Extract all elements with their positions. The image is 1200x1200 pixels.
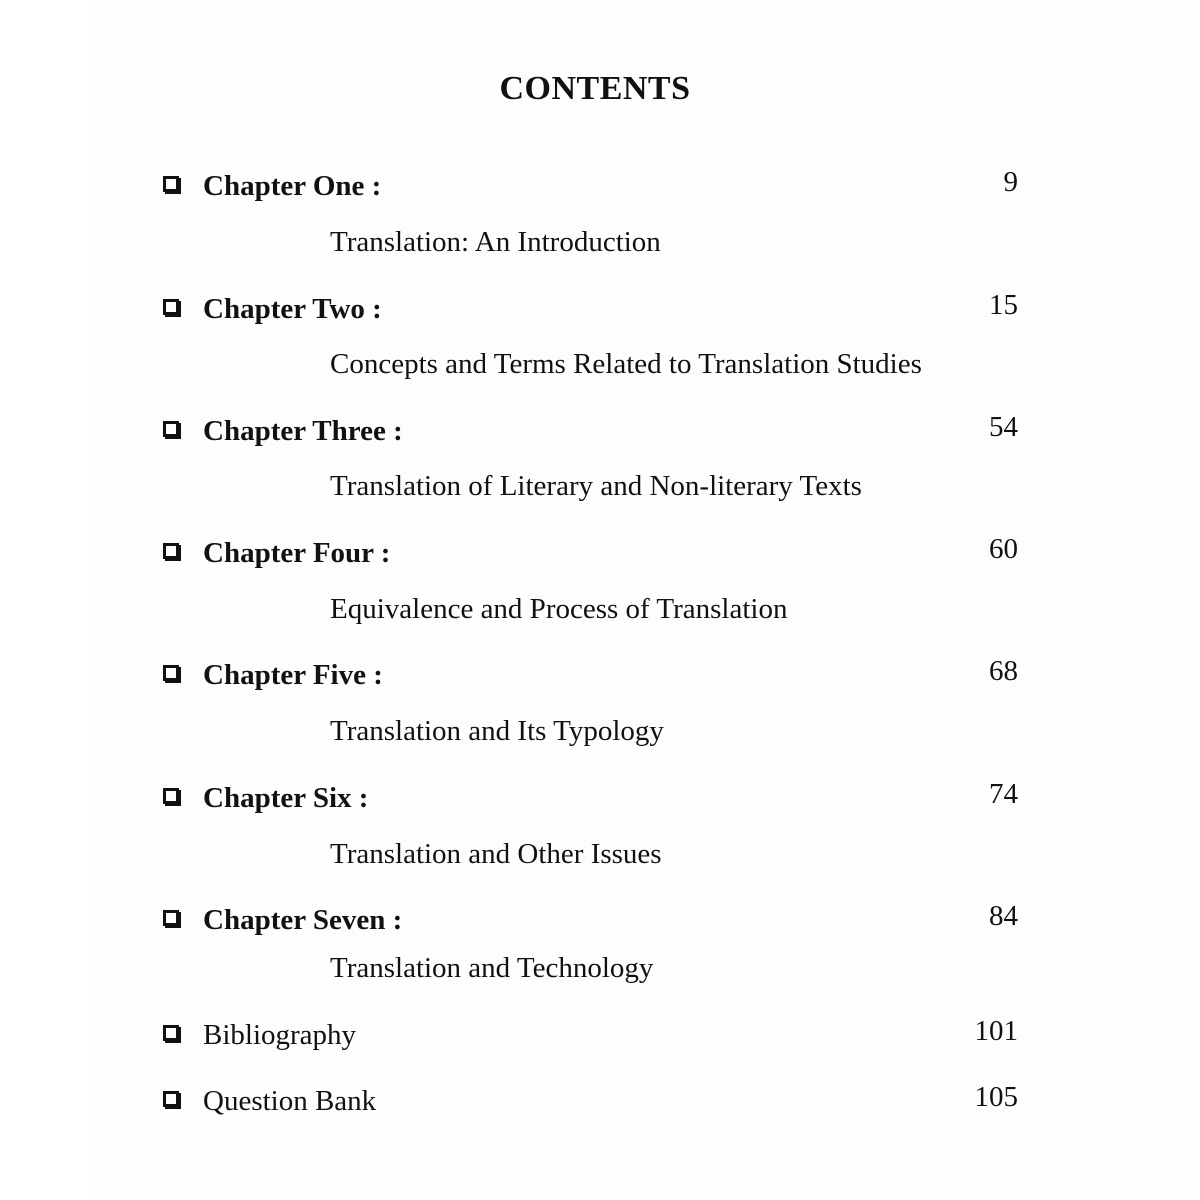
page-number: 84 xyxy=(989,900,1018,932)
toc-entry-bibliography xyxy=(160,1015,1018,1055)
checkbox-icon xyxy=(163,176,179,192)
checkbox-icon xyxy=(163,1025,179,1041)
chapter-label: Chapter Three : xyxy=(203,415,403,447)
page-number: 15 xyxy=(989,289,1018,321)
checkbox-icon xyxy=(163,543,179,559)
page-number: 68 xyxy=(989,655,1018,687)
chapter-title: Translation and Its Typology xyxy=(330,715,664,747)
page-number: 74 xyxy=(989,778,1018,810)
checkbox-icon xyxy=(163,299,179,315)
page-number: 105 xyxy=(974,1081,1018,1113)
toc-entry-chapter-two xyxy=(160,289,1018,329)
page-number: 60 xyxy=(989,533,1018,565)
toc-entry-chapter-one xyxy=(160,166,1018,206)
checkbox-icon xyxy=(163,421,179,437)
back-matter-label: Bibliography xyxy=(203,1019,357,1051)
checkbox-icon xyxy=(163,788,179,804)
checkbox-icon xyxy=(163,665,179,681)
chapter-label: Chapter Two : xyxy=(203,293,382,325)
chapter-label: Chapter Seven : xyxy=(203,904,403,936)
toc-entry-chapter-seven xyxy=(160,900,1018,940)
chapter-label: Chapter Four : xyxy=(203,537,391,569)
chapter-title: Translation and Technology xyxy=(330,952,654,984)
toc-entry-chapter-six xyxy=(160,778,1018,818)
page-number: 54 xyxy=(989,411,1018,443)
toc-entry-chapter-four xyxy=(160,533,1018,573)
checkbox-icon xyxy=(163,1091,179,1107)
chapter-label: Chapter Six : xyxy=(203,782,369,814)
chapter-title: Concepts and Terms Related to Translation Studies xyxy=(330,348,922,380)
chapter-title: Translation of Literary and Non-literary Texts xyxy=(330,470,862,502)
toc-entry-question-bank xyxy=(160,1081,1018,1121)
page-title: CONTENTS xyxy=(499,70,691,107)
chapter-title: Translation and Other Issues xyxy=(330,838,662,870)
chapter-title: Equivalence and Process of Translation xyxy=(330,593,788,625)
chapter-label: Chapter One : xyxy=(203,170,382,202)
back-matter-label: Question Bank xyxy=(203,1085,377,1117)
page-number: 9 xyxy=(1003,166,1018,198)
checkbox-icon xyxy=(163,910,179,926)
page-margin xyxy=(0,0,88,1200)
page-number: 101 xyxy=(974,1015,1018,1047)
toc-entry-chapter-five xyxy=(160,655,1018,695)
chapter-label: Chapter Five : xyxy=(203,659,383,691)
chapter-title: Translation: An Introduction xyxy=(330,226,661,258)
toc-entry-chapter-three xyxy=(160,411,1018,451)
